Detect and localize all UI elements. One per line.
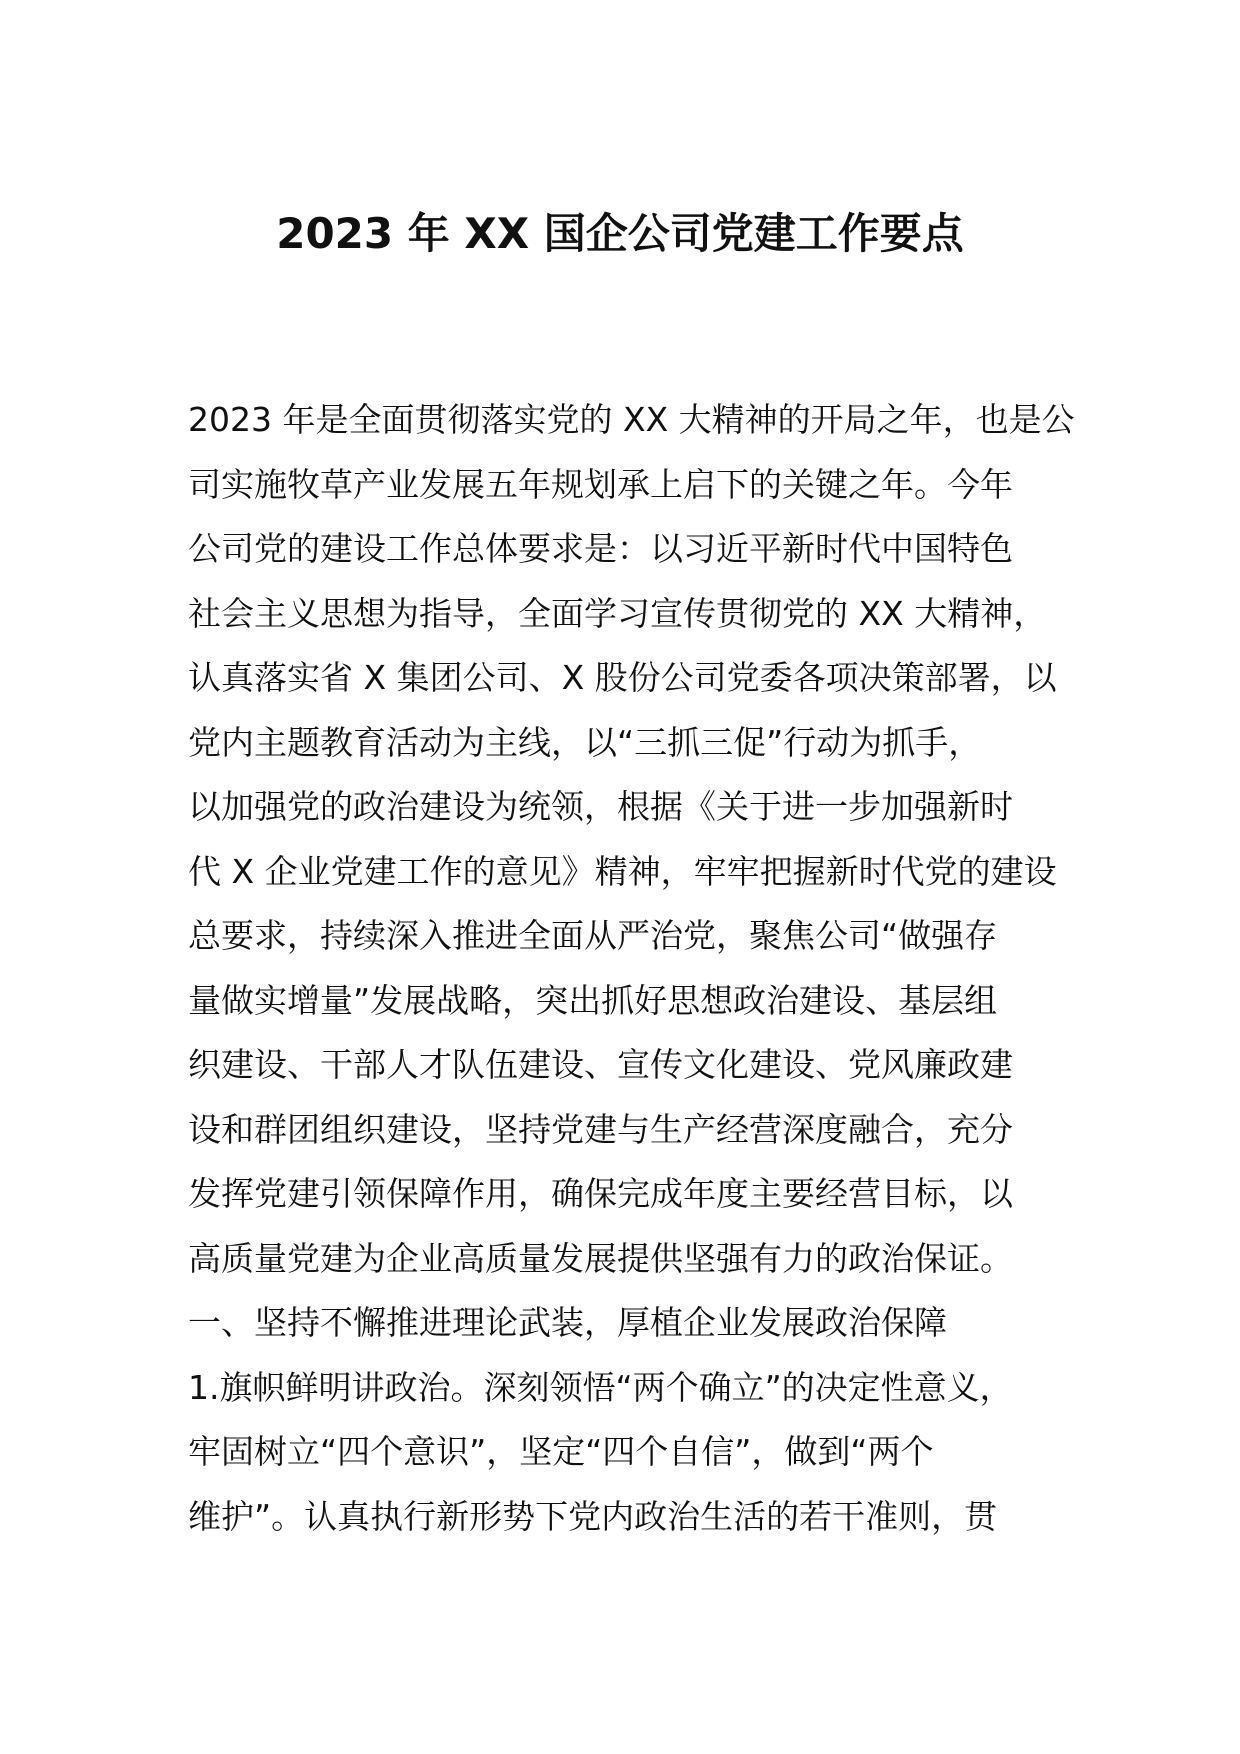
paragraph-line-14: 高质量党建为企业高质量发展提供坚强有力的政治保证。 <box>188 1238 1013 1278</box>
section-heading-1: 一、坚持不懈推进理论武装，厚植企业发展政治保障 <box>188 1303 947 1342</box>
paragraph-line-11: 织建设、干部人才队伍建设、宣传文化建设、党风廉政建 <box>188 1045 1013 1084</box>
paragraph-line-7: 以加强党的政治建设为统领，根据《关于进一步加强新时 <box>188 787 1013 826</box>
paragraph-line-1: 2023 年是全面贯彻落实党的 XX 大精神的开局之年，也是公 <box>188 400 1075 439</box>
paragraph-line-13: 发挥党建引领保障作用，确保完成年度主要经营目标，以 <box>188 1174 1013 1213</box>
paragraph-line-8: 代 X 企业党建工作的意见》精神，牢牢把握新时代党的建设 <box>188 851 1057 891</box>
paragraph-line-9: 总要求，持续深入推进全面从严治党，聚焦公司“做强存 <box>188 916 998 955</box>
paragraph-line-10: 量做实增量”发展战略，突出抓好思想政治建设、基层组 <box>188 980 998 1020</box>
item-line-1: 1.旗帜鲜明讲政治。深刻领悟“两个确立”的决定性意义， <box>188 1367 1013 1407</box>
paragraph-line-3: 公司党的建设工作总体要求是：以习近平新时代中国特色 <box>188 529 1013 568</box>
paragraph-line-4: 社会主义思想为指导，全面学习宣传贯彻党的 XX 大精神， <box>188 593 1047 633</box>
paragraph-line-6: 党内主题教育活动为主线，以“三抓三促”行动为抓手， <box>188 722 982 762</box>
paragraph-line-12: 设和群团组织建设，坚持党建与生产经营深度融合，充分 <box>188 1109 1013 1149</box>
item-line-2: 牢固树立“四个意识”，坚定“四个自信”，做到“两个 <box>188 1432 934 1471</box>
paragraph-line-2: 司实施牧草产业发展五年规划承上启下的关键之年。今年 <box>188 464 1013 504</box>
document-body <box>188 388 1075 1549</box>
item-line-3: 维护”。认真执行新形势下党内政治生活的若干准则，贯 <box>188 1496 998 1536</box>
page-title: 2023 年 XX 国企公司党建工作要点 <box>276 209 964 258</box>
paragraph-line-5: 认真落实省 X 集团公司、X 股份公司党委各项决策部署，以 <box>188 658 1057 697</box>
